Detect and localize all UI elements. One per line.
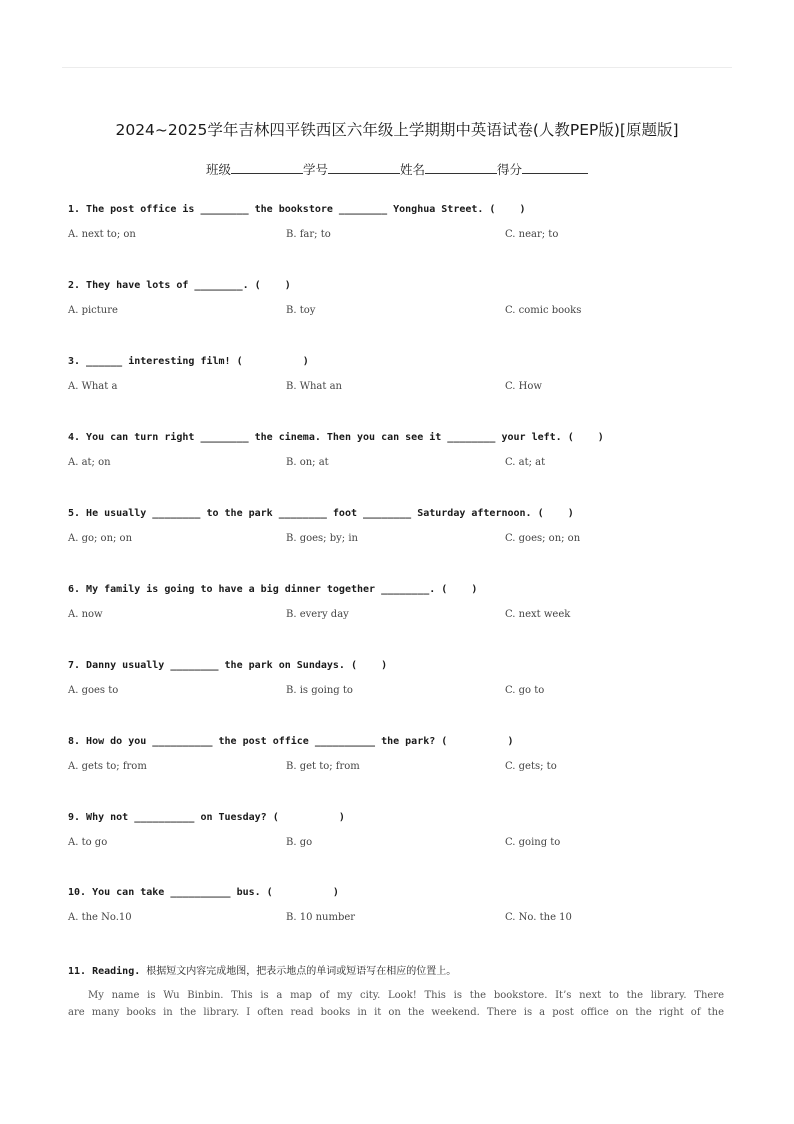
student-number-field: 学号 (303, 160, 400, 178)
question-stem: 10. You can take __________ bus. ( ) (68, 887, 339, 898)
page-title: 2024~2025学年吉林四平铁西区六年级上学期期中英语试卷(人教PEP版)[原题版] (115, 121, 679, 139)
question-stem: 2. They have lots of ________. ( ) (68, 280, 291, 291)
question-9 (68, 811, 728, 850)
option-c[interactable]: C. next week (505, 609, 571, 620)
question-4 (68, 431, 728, 470)
question-options (68, 456, 728, 470)
reading-instruction: 根据短文内容完成地图，把表示地点的单词或短语写在相应的位置上。 (146, 966, 457, 977)
option-c[interactable]: C. How (505, 381, 542, 392)
option-a[interactable]: A. next to; on (68, 229, 136, 240)
option-c[interactable]: C. go to (505, 685, 545, 696)
option-b[interactable]: B. 10 number (286, 912, 356, 923)
question-options (68, 760, 728, 774)
question-stem: 8. How do you __________ the post office __________ the park? ( ) (68, 736, 514, 747)
option-b[interactable]: B. What an (286, 381, 342, 392)
passage-line: My name is Wu Binbin. This is a map of my city. Look! This is the bookstore. It’s next to the library. There (88, 990, 724, 1001)
option-b[interactable]: B. every day (286, 609, 349, 620)
class-field: 班级 (206, 160, 303, 178)
question-options (68, 836, 728, 850)
question-8 (68, 735, 728, 774)
name-field: 姓名 (400, 160, 497, 178)
question-stem: 6. My family is going to have a big dinner together ________. ( ) (68, 584, 478, 595)
option-a[interactable]: A. What a (68, 381, 118, 392)
option-c[interactable]: C. goes; on; on (505, 533, 581, 544)
question-5 (68, 507, 728, 546)
question-options (68, 684, 728, 698)
option-b[interactable]: B. go (286, 837, 313, 848)
option-a[interactable]: A. goes to (68, 685, 119, 696)
student-number-blank[interactable] (328, 161, 400, 174)
question-stem: 5. He usually ________ to the park ________ foot ________ Saturday afternoon. ( ) (68, 508, 574, 519)
option-c[interactable]: C. No. the 10 (505, 912, 572, 923)
option-c[interactable]: C. going to (505, 837, 561, 848)
option-b[interactable]: B. toy (286, 305, 316, 316)
option-a[interactable]: A. gets to; from (68, 761, 147, 772)
option-a[interactable]: A. now (68, 609, 103, 620)
question-stem: 1. The post office is ________ the bookstore ________ Yonghua Street. ( ) (68, 204, 526, 215)
class-blank[interactable] (231, 161, 303, 174)
option-b[interactable]: B. on; at (286, 457, 329, 468)
question-options (68, 911, 728, 925)
option-c[interactable]: C. at; at (505, 457, 546, 468)
question-options (68, 532, 728, 546)
question-options (68, 608, 728, 622)
score-field: 得分 (497, 160, 588, 178)
question-stem: 3. ______ interesting film! ( ) (68, 356, 309, 367)
question-6 (68, 583, 728, 622)
option-a[interactable]: A. go; on; on (68, 533, 133, 544)
option-a[interactable]: A. picture (68, 305, 118, 316)
student-info-row (0, 160, 794, 178)
option-b[interactable]: B. get to; from (286, 761, 360, 772)
option-c[interactable]: C. near; to (505, 229, 559, 240)
reading-passage (68, 987, 724, 1021)
question-7 (68, 659, 728, 698)
option-c[interactable]: C. gets; to (505, 761, 557, 772)
option-c[interactable]: C. comic books (505, 305, 582, 316)
option-b[interactable]: B. goes; by; in (286, 533, 358, 544)
reading-question-stem (68, 962, 456, 977)
question-options (68, 228, 728, 242)
question-stem: 9. Why not __________ on Tuesday? ( ) (68, 812, 345, 823)
option-b[interactable]: B. is going to (286, 685, 353, 696)
passage-line: are many books in the library. I often read books in it on the weekend. There is a post office on the right of the (68, 1007, 724, 1018)
option-b[interactable]: B. far; to (286, 229, 331, 240)
header-divider (62, 67, 732, 68)
option-a[interactable]: A. at; on (68, 457, 111, 468)
question-stem: 4. You can turn right ________ the cinema. Then you can see it ________ your left. ( ) (68, 432, 604, 443)
question-options (68, 380, 728, 394)
question-10 (68, 886, 728, 925)
question-3 (68, 355, 728, 394)
option-a[interactable]: A. the No.10 (68, 912, 132, 923)
question-2 (68, 279, 728, 318)
name-blank[interactable] (425, 161, 497, 174)
question-stem: 7. Danny usually ________ the park on Sundays. ( ) (68, 660, 388, 671)
score-blank[interactable] (522, 161, 588, 174)
question-1 (68, 203, 728, 242)
question-options (68, 304, 728, 318)
reading-label: 11. Reading. (68, 966, 147, 977)
option-a[interactable]: A. to go (68, 837, 108, 848)
